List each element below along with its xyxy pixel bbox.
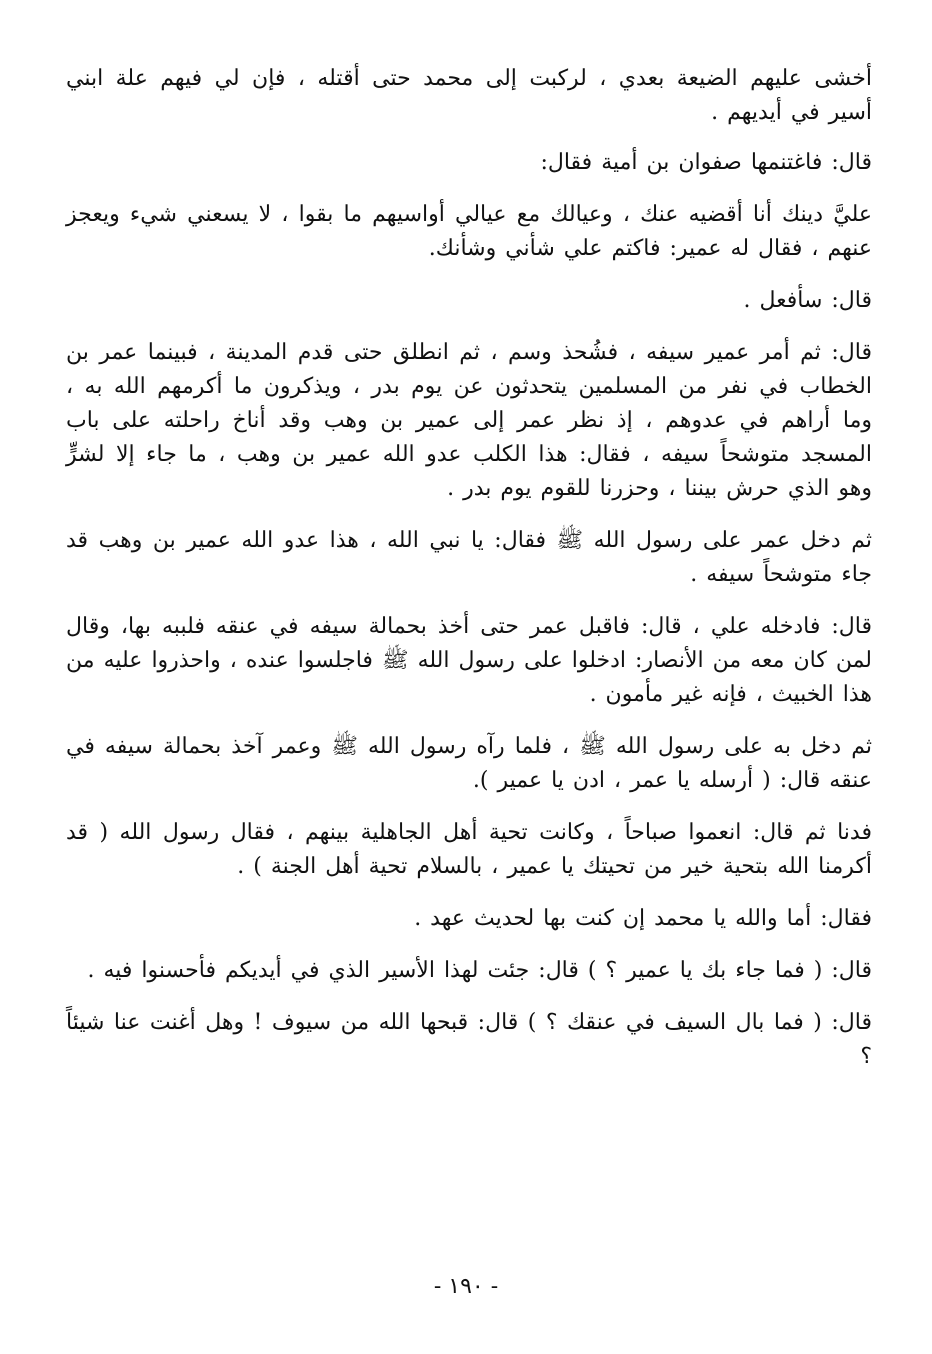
paragraph-9: فدنا ثم قال: انعموا صباحاً ، وكانت تحية أهل الجاهلية بينهم ، فقال رسول الله ( قد أكرمنا الله بتحية خير من تحيتك يا عمير ، بالسلام تحية أهل الجنة ) .	[66, 820, 872, 879]
paragraph-7: قال: فادخله علي ، قال: فاقبل عمر حتى أخذ بحمالة سيفه في عنقه فلببه بها، وقال لمن كان معه من الأنصار: ادخلوا على رسول الله ﷺ فاجلسوا عنده ، واحذروا عليه من هذا الخبيث ، فإنه غير مأمون .	[66, 614, 873, 707]
body-text	[66, 62, 872, 1092]
paragraph-8: ثم دخل به على رسول الله ﷺ ، فلما رآه رسول الله ﷺ وعمر آخذ بحمالة سيفه في عنقه قال: ( أرسله يا عمر ، ادن يا عمير ).	[66, 734, 872, 793]
paragraph-10: فقال: أما والله يا محمد إن كنت بها لحديث عهد .	[414, 906, 872, 931]
paragraph-11: قال: ( فما جاء بك يا عمير ؟ ) قال: جئت لهذا الأسير الذي في أيديكم فأحسنوا فيه .	[87, 958, 872, 983]
paragraph-5: قال: ثم أمر عمير سيفه ، فشُحذ وسم ، ثم انطلق حتى قدم المدينة ، فبينما عمر بن الخطاب في نفر من المسلمين يتحدثون عن يوم بدر ، ويذكرون ما أكرمهم الله به ، وما أراهم في عدوهم ، إذ نظر عمر إلى عمير بن وهب وقد أناخ راحلته على باب المسجد متوشحاً سيفه ، فقال: هذا الكلب عدو الله عمير بن وهب ، ما جاء إلا لشرٍّ وهو الذي حرش بيننا ، وحزرنا للقوم يوم بدر .	[66, 340, 872, 501]
paragraph-2: قال: فاغتنمها صفوان بن أمية فقال:	[540, 150, 872, 175]
paragraph-3: عليَّ دينك أنا أقضيه عنك ، وعيالك مع عيالي أواسيهم ما بقوا ، لا يسعني شيء ويعجز عنهم ، فقال له عمير: فاكتم علي شأني وشأنك.	[66, 202, 872, 261]
paragraph-12: قال: ( فما بال السيف في عنقك ؟ ) قال: قبحها الله من سيوف ! وهل أغنت عنا شيئاً ؟	[66, 1010, 872, 1069]
paragraph-1: أخشى عليهم الضيعة بعدي ، لركبت إلى محمد حتى أقتله ، فإن لي فيهم علة ابني أسير في أيديهم .	[66, 66, 872, 125]
paragraph-4: قال: سأفعل .	[743, 288, 872, 313]
page-number: - ١٩٠ -	[433, 1274, 499, 1299]
paragraph-6: ثم دخل عمر على رسول الله ﷺ فقال: يا نبي الله ، هذا عدو الله عمير بن وهب قد جاء متوشحاً سيفه .	[66, 528, 872, 587]
